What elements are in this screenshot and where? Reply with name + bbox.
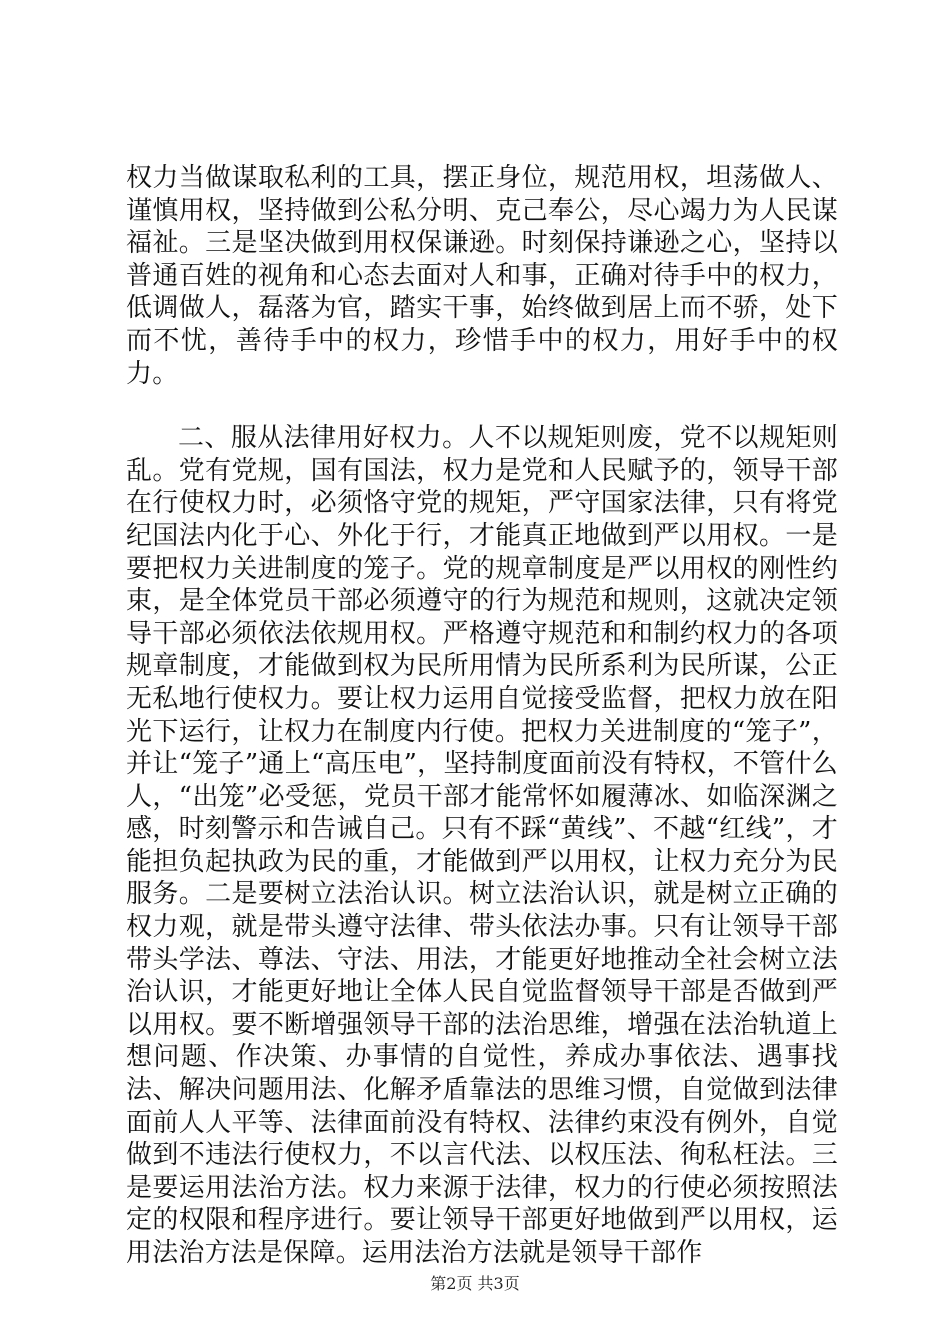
paragraph-section-two: 二、服从法律用好权力。人不以规矩则废，党不以规矩则乱。党有党规，国有国法，权力是党和人民赋予的，领导干部在行使权力时，必须恪守党的规矩，严守国家法律，只有将党纪国法内化于心、外化于行，才能真正地做到严以用权。一是要把权力关进制度的笼子。党的规章制度是严以用权的刚性约束，是全体党员干部必须遵守的行为规范和规则，这就决定领导干部必须依法依规用权。严格遵守规范和和制约权力的各项规章制度，才能做到权为民所用情为民所系利为民所谋，公正无私地行使权力。要让权力运用自觉接受监督，把权力放在阳光下运行，让权力在制度内行使。把权力关进制度的“笼子”，并让“笼子”通上“高压电”，坚持制度面前没有特权，不管什么人，“出笼”必受惩，党员干部才能常怀如履薄冰、如临深渊之感，时刻警示和告诫自己。只有不踩“黄线”、不越“红线”，才能担负起执政为民的重，才能做到严以用权，让权力充分为民服务。二是要树立法治认识。树立法治认识，就是树立正确的权力观，就是带头遵守法律、带头依法办事。只有让领导干部带头学法、尊法、守法、用法，才能更好地推动全社会树立法治认识，才能更好地让全体人民自觉监督领导干部是否做到严以用权。要不断增强领导干部的法治思维，增强在法治轨道上想问题、作决策、办事情的自觉性，养成办事依法、遇事找法、解决问题用法、化解矛盾靠法的思维习惯，自觉做到法律面前人人平等、法律面前没有特权、法律约束没有例外，自觉做到不违法行使权力，不以言代法、以权压法、徇私枉法。三是要运用法治方法。权力来源于法律，权力的行使必须按照法定的权限和程序进行。要让领导干部更好地做到严以用权，运用法治方法是保障。运用法治方法就是领导干部作 xyxy=(126,423,838,1268)
page-footer: 第2页 共3页 xyxy=(430,1274,520,1293)
paragraph-gap xyxy=(126,390,838,422)
paragraph-continuation: 权力当做谋取私利的工具，摆正身位，规范用权，坦荡做人、谨慎用权，坚持做到公私分明、克己奉公，尽心竭力为人民谋福祉。三是坚决做到用权保谦逊。时刻保持谦逊之心，坚持以普通百姓的视角和心态去面对人和事，正确对待手中的权力，低调做人，磊落为官，踏实干事，始终做到居上而不骄，处下而不忧，善待手中的权力，珍惜手中的权力，用好手中的权力。 xyxy=(126,163,838,389)
document-body xyxy=(126,162,838,1270)
